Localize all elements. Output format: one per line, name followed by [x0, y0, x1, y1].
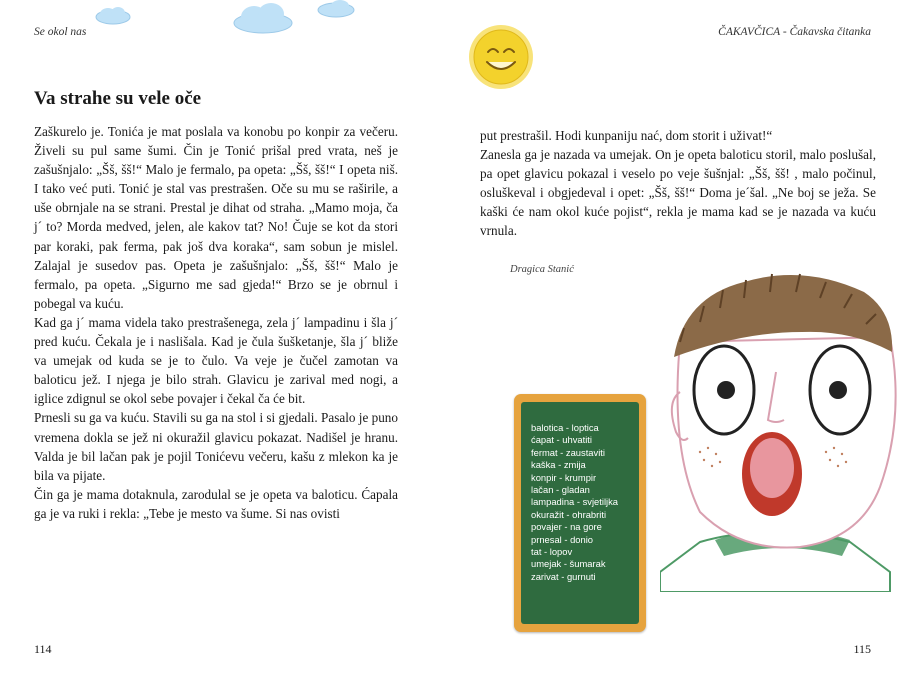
glossary-item: tat - lopov: [531, 546, 573, 558]
glossary-item: kaška - zmija: [531, 459, 586, 471]
glossary-board: [521, 402, 639, 624]
paragraph: put prestrašil. Hodi kunpaniju nać, dom storit i uživat!“: [480, 128, 773, 143]
paragraph: Kad ga j´ mama videla tako prestrašenega, zela j´ lampadinu i šla j´ pred kuću. Čekala je i naslišala. Kad je čula šušketanje, šla j´ bliže va umejak od kuda se je to čulo. Va veje je čučel zamotan va baloticu jež. I njega je bilo strah. Glavicu je zarival med nogi, a iglice zdignul se okol sebe povajer i čekal ča će bit.: [34, 314, 398, 407]
story-title: Va strahe su vele oče: [34, 88, 202, 109]
surprised-face-drawing: [660, 262, 900, 592]
page-number-left: 114: [34, 642, 52, 656]
paragraph: Zaškurelo je. Tonića je mat poslala va konobu po konpir za večeru. Živeli su pul same šumi. Čin je Tonić prišal pred vrata, neš je zašušnjalo: „Šš, šš!“ Malo je fermalo, pa opeta: „Šš, šš!“ I opeta niš. I tako već puti. Tonić je stal vas prestrašen. Oče su mu se raširile, a uše obrnjale na se strani. Prestal je dihat od straha. „Mamo moja, ča j´ to? Morda medved, jelen, ale kakov tat? No! Čuje se kot da stori par koraki, pak ferma, pak još dva koraka“, sam sobun je mislel. Zalajal je susedov pas. Opeta je zašušnjalo: „Šš, šš!“ Malo je fermalo, pa opeta. „Sigurno me sad gjeda!“ Brzo se je obrnul i pobegal va kuću.: [34, 124, 398, 311]
cloud-icon: [94, 5, 132, 25]
running-head-right: ČAKAVČICA - Čakavska čitanka: [718, 26, 871, 38]
glossary-item: fermat - zaustaviti: [531, 446, 605, 458]
paragraph: Zanesla ga je nazada va umejak. On je opeta baloticu storil, malo poslušal, pa opet glavicu pokazal i veselo po veje šušnjal: „Šš, šš! , malo počinul, osluškeval i obgjedeval i opet: „Šš, šš!“ Doma je´šal. „Ne boj se ježa. Se kaški će nam okol kuće pojist“, rekla je mama kad se je nazada va kuću vrnula.: [480, 147, 876, 239]
page-number-right: 115: [853, 642, 871, 656]
glossary-item: ćapat - uhvatiti: [531, 434, 592, 446]
chalkboard-icon: [514, 394, 646, 632]
story-text-right: [480, 126, 876, 241]
glossary-item: povajer - na gore: [531, 521, 602, 533]
story-text-left: [34, 122, 398, 523]
glossary-item: lačan - gladan: [531, 484, 590, 496]
author-name: Dragica Stanić: [510, 264, 574, 275]
glossary-item: balotica - loptica: [531, 422, 599, 433]
glossary-list: [531, 422, 635, 583]
cloud-icon: [232, 2, 294, 34]
cloud-icon: [316, 0, 356, 18]
glossary-item: umejak - šumarak: [531, 558, 606, 570]
glossary-item: konpir - krumpir: [531, 471, 597, 483]
left-page: [0, 0, 453, 680]
paragraph: Čin ga je mama dotaknula, zarodulal se je opeta va baloticu. Ćapala ga je va ruki i rekla: „Tebe je mesto va šume. Si nas ovisti: [34, 486, 398, 521]
running-head-left: Se okol nas: [34, 26, 87, 38]
glossary-item: lampadina - svjetiljka: [531, 496, 619, 508]
glossary-item: okuražit - ohrabriti: [531, 508, 607, 520]
paragraph: Prnesli su ga va kuću. Stavili su ga na stol i si gjedali. Pasalo je puno vremena dokla se jež ni okuražil glavicu pokazat. Nadišel je hranu. Valda je bil lačan pak je pojil Tonićevu večeru, kašu z mlekon ka je bila va pijate.: [34, 410, 398, 483]
glossary-item: prnesal - donio: [531, 533, 594, 545]
glossary-item: zarivat - gurnuti: [531, 570, 596, 582]
